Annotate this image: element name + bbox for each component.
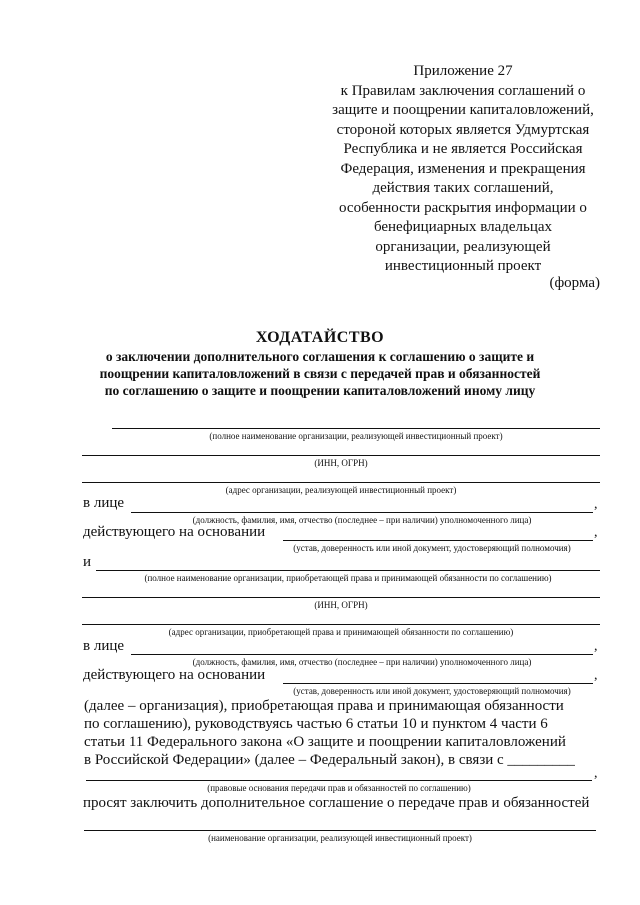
paragraph-line: по соглашению), руководствуясь частью 6 статьи 10 и пунктом 4 части 6 xyxy=(84,716,548,732)
comma: , xyxy=(594,525,598,540)
appendix-line: защите и поощрении капиталовложений, xyxy=(332,102,594,118)
document-title: ХОДАТАЙСТВО xyxy=(255,329,385,346)
basis-caption-1: (устав, доверенность или иной документ, удостоверяющий полномочия) xyxy=(293,543,571,553)
acquirer-address-field[interactable] xyxy=(82,624,600,625)
appendix-line: организации, реализующей xyxy=(375,238,551,255)
acting-basis-label-1: действующего на основании xyxy=(83,524,266,540)
in-person-label-2: в лице xyxy=(83,638,125,654)
subtitle-line: поощрении капиталовложений в связи с передачей прав и обязанностей xyxy=(99,366,541,381)
comma: , xyxy=(594,639,598,654)
basis-field-1[interactable] xyxy=(283,540,593,541)
representative-field-2[interactable] xyxy=(131,654,593,655)
org-name-caption-2: (наименование организации, реализующей инвестиционный проект) xyxy=(208,833,472,843)
comma: , xyxy=(594,766,598,781)
appendix-line: действия таких соглашений, xyxy=(372,180,554,196)
comma: , xyxy=(594,497,598,512)
and-label: и xyxy=(83,554,92,570)
org-address-field[interactable] xyxy=(82,482,600,483)
request-line: просят заключить дополнительное соглашение о передаче прав и обязанностей xyxy=(83,795,590,811)
appendix-line: Приложение 27 xyxy=(413,63,513,79)
legal-basis-caption: (правовые основания передачи прав и обязанностей по соглашению) xyxy=(207,783,471,793)
org-name-caption: (полное наименование организации, реализующей инвестиционный проект) xyxy=(209,431,503,441)
representative-caption-1: (должность, фамилия, имя, отчество (последнее – при наличии) уполномоченного лица) xyxy=(192,515,532,525)
acquirer-name-field[interactable] xyxy=(96,570,600,571)
form-label: (форма) xyxy=(549,275,600,291)
subtitle-line: о заключении дополнительного соглашения к соглашению о защите и xyxy=(105,349,535,364)
acquirer-address-caption: (адрес организации, приобретающей права и принимающей обязанности по соглашению) xyxy=(168,627,514,637)
appendix-line: бенефициарных владельцах xyxy=(373,219,553,235)
body-paragraph xyxy=(84,697,602,769)
appendix-header xyxy=(318,62,608,277)
basis-caption-2: (устав, доверенность или иной документ, удостоверяющий полномочия) xyxy=(293,686,571,696)
representative-caption-2: (должность, фамилия, имя, отчество (последнее – при наличии) уполномоченного лица) xyxy=(192,657,532,667)
paragraph-line: в Российской Федерации» (далее – Федеральный закон), в связи с _________ xyxy=(84,752,575,768)
legal-basis-field[interactable] xyxy=(86,780,592,781)
in-person-label-1: в лице xyxy=(83,495,125,511)
comma: , xyxy=(594,668,598,683)
appendix-line: особенности раскрытия информации о xyxy=(339,199,587,216)
subtitle-line: по соглашению о защите и поощрении капиталовложений иному лицу xyxy=(104,383,536,398)
org-name-field-2[interactable] xyxy=(84,830,596,831)
document-subtitle xyxy=(60,348,580,399)
inn-ogrn-caption-1: (ИНН, ОГРН) xyxy=(314,458,368,468)
appendix-line: к Правилам заключения соглашений о xyxy=(340,82,586,99)
acting-basis-label-2: действующего на основании xyxy=(83,667,266,683)
org-address-caption: (адрес организации, реализующей инвестиционный проект) xyxy=(225,485,457,495)
inn-ogrn-caption-2: (ИНН, ОГРН) xyxy=(314,600,368,610)
appendix-line: Республика и не является Российская xyxy=(343,141,583,157)
acquirer-name-caption: (полное наименование организации, приобретающей права и принимающей обязанности по соглашению) xyxy=(144,573,552,583)
paragraph-line: статьи 11 Федерального закона «О защите и поощрении капиталовложений xyxy=(84,734,566,750)
appendix-line: стороной которых является Удмуртская xyxy=(336,121,590,138)
appendix-line: Федерация, изменения и прекращения xyxy=(340,160,586,177)
appendix-line: инвестиционный проект xyxy=(384,258,542,274)
inn-ogrn-field-2[interactable] xyxy=(82,597,600,598)
paragraph-line: (далее – организация), приобретающая права и принимающая обязанности xyxy=(84,698,564,714)
representative-field-1[interactable] xyxy=(131,512,593,513)
basis-field-2[interactable] xyxy=(283,683,593,684)
inn-ogrn-field-1[interactable] xyxy=(82,455,600,456)
org-name-field[interactable] xyxy=(112,428,600,429)
